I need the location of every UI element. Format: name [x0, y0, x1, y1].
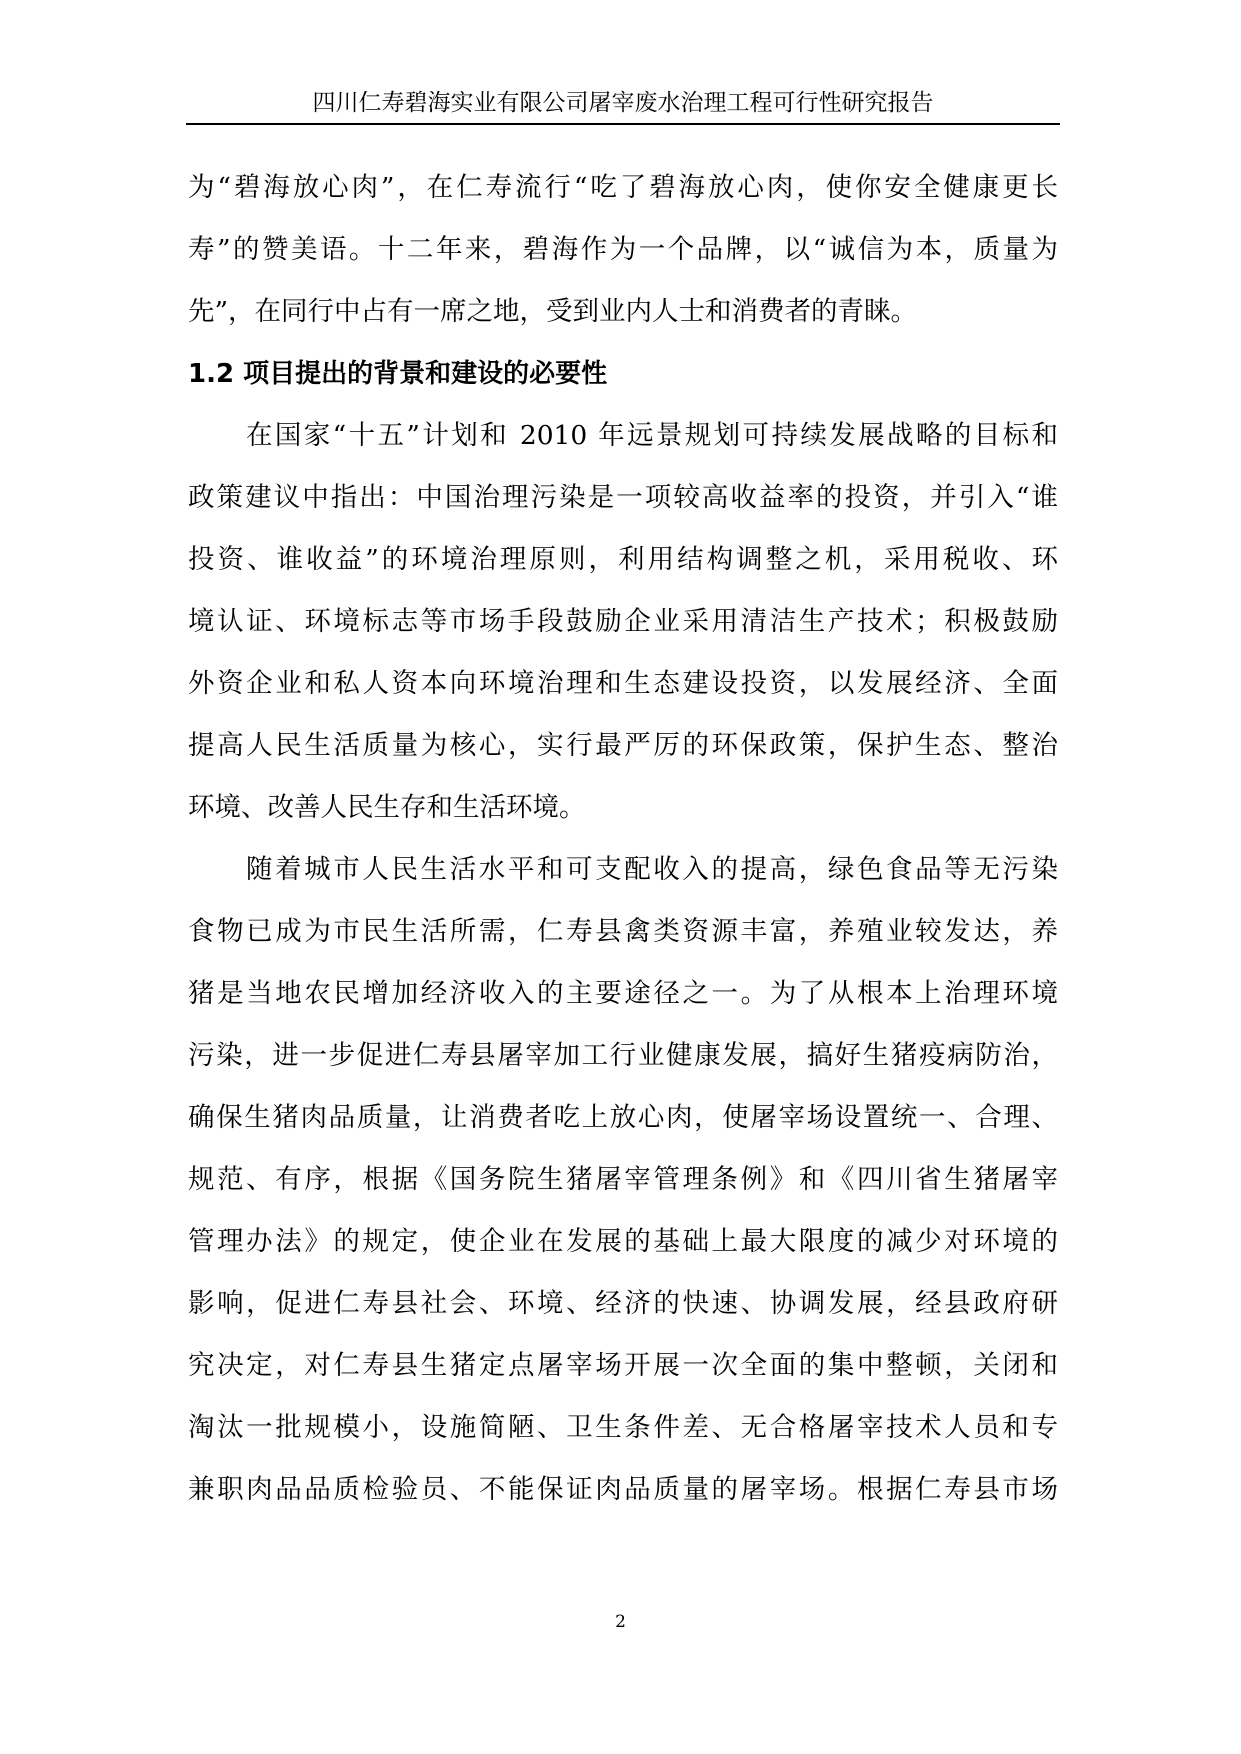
text-line: 政策建议中指出：中国治理污染是一项较高收益率的投资，并引入“谁: [188, 482, 1058, 513]
intro-paragraph: [188, 157, 1058, 343]
text-line: 污染，进一步促进仁寿县屠宰加工行业健康发展，搞好生猪疫病防治，: [188, 1040, 1058, 1071]
page-number: 2: [615, 1612, 626, 1632]
text-line: 食物已成为市民生活所需，仁寿县禽类资源丰富，养殖业较发达，养: [188, 916, 1058, 947]
policy-paragraph: [188, 405, 1058, 839]
text-line: 淘汰一批规模小，设施简陋、卫生条件差、无合格屠宰技术人员和专: [188, 1412, 1058, 1443]
header-rule: [186, 123, 1060, 125]
text-line: 环境、改善人民生存和生活环境。: [188, 792, 586, 823]
text-line: 影响，促进仁寿县社会、环境、经济的快速、协调发展，经县政府研: [188, 1288, 1058, 1319]
text-line: 确保生猪肉品质量，让消费者吃上放心肉，使屠宰场设置统一、合理、: [188, 1102, 1058, 1133]
text-line: 在国家“十五”计划和 2010 年远景规划可持续发展战略的目标和: [246, 420, 1058, 451]
text-line: 为“碧海放心肉”，在仁寿流行“吃了碧海放心肉，使你安全健康更长: [188, 172, 1058, 203]
text-line: 投资、谁收益”的环境治理原则，利用结构调整之机，采用税收、环: [188, 544, 1058, 575]
body-text: [188, 157, 1058, 1521]
text-line: 规范、有序，根据《国务院生猪屠宰管理条例》和《四川省生猪屠宰: [188, 1164, 1058, 1195]
text-line: 随着城市人民生活水平和可支配收入的提高，绿色食品等无污染: [246, 854, 1058, 885]
running-header: 四川仁寿碧海实业有限公司屠宰废水治理工程可行性研究报告: [312, 90, 934, 116]
text-line: 提高人民生活质量为核心，实行最严厉的环保政策，保护生态、整治: [188, 730, 1058, 761]
text-line: 猪是当地农民增加经济收入的主要途径之一。为了从根本上治理环境: [188, 978, 1058, 1009]
text-line: 先”，在同行中占有一席之地，受到业内人士和消费者的青睐。: [188, 296, 918, 327]
background-paragraph: [188, 839, 1058, 1521]
text-line: 寿”的赞美语。十二年来，碧海作为一个品牌，以“诚信为本，质量为: [188, 234, 1058, 265]
text-line: 究决定，对仁寿县生猪定点屠宰场开展一次全面的集中整顿，关闭和: [188, 1350, 1058, 1381]
text-line: 外资企业和私人资本向环境治理和生态建设投资，以发展经济、全面: [188, 668, 1058, 699]
section-heading: 1.2 项目提出的背景和建设的必要性: [188, 359, 608, 389]
text-line: 兼职肉品品质检验员、不能保证肉品质量的屠宰场。根据仁寿县市场: [188, 1474, 1058, 1505]
text-line: 境认证、环境标志等市场手段鼓励企业采用清洁生产技术；积极鼓励: [188, 606, 1058, 637]
text-line: 管理办法》的规定，使企业在发展的基础上最大限度的减少对环境的: [188, 1226, 1058, 1257]
